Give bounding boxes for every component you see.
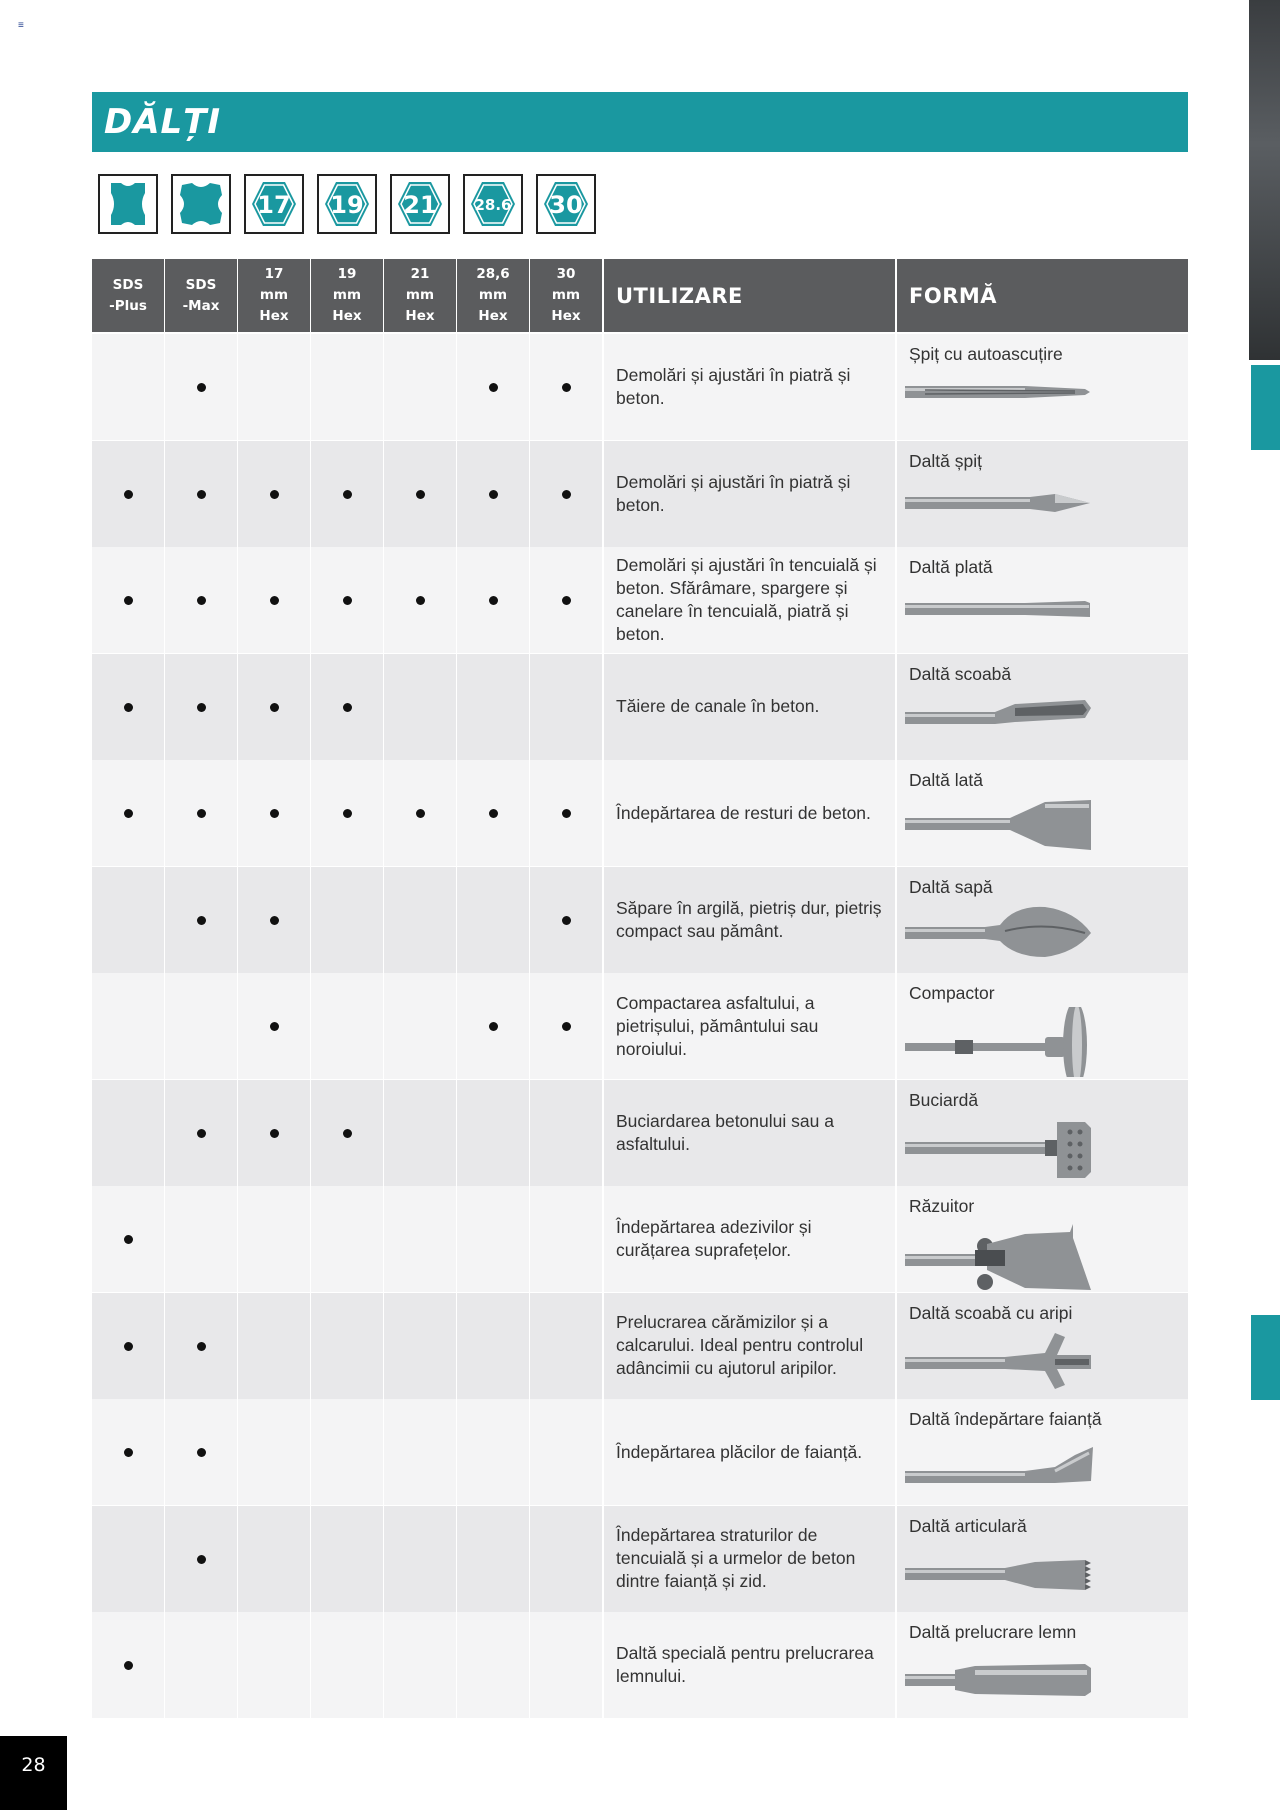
compat-cell <box>92 547 164 653</box>
form-label: Daltă plată <box>909 557 993 577</box>
compat-cell <box>92 1186 164 1292</box>
page-number-box <box>0 1736 67 1810</box>
compat-cell <box>165 1506 237 1612</box>
table-row <box>92 973 1188 1079</box>
compat-cell <box>165 760 237 866</box>
sds-max-icon-box <box>171 174 231 234</box>
form-label: Buciardă <box>909 1089 979 1110</box>
compat-dot <box>124 703 133 712</box>
hex-30-icon <box>541 179 591 229</box>
usage-text: Tăiere de canale în beton. <box>616 696 820 716</box>
form-cell <box>897 867 1188 973</box>
usage-cell <box>604 1293 895 1399</box>
compat-dot <box>416 490 425 499</box>
compat-cell <box>165 1293 237 1399</box>
compat-cell <box>92 1293 164 1399</box>
header-col-2: 17 mm Hex <box>238 259 310 332</box>
compat-dot <box>197 596 206 605</box>
compat-dot <box>489 490 498 499</box>
compat-cell <box>311 760 383 866</box>
form-label: Daltă sapă <box>909 876 993 897</box>
compat-cell <box>238 654 310 760</box>
usage-cell <box>604 1186 895 1292</box>
form-cell <box>897 654 1188 760</box>
compat-cell <box>238 334 310 440</box>
compat-dot <box>124 596 133 605</box>
compat-cell <box>384 1293 456 1399</box>
compat-cell <box>165 441 237 547</box>
table-row <box>92 1080 1188 1186</box>
compat-cell <box>384 973 456 1079</box>
compat-cell <box>165 547 237 653</box>
usage-cell <box>604 1399 895 1505</box>
table-row <box>92 1186 1188 1292</box>
compat-dot <box>124 1448 133 1457</box>
compat-cell <box>92 1612 164 1718</box>
compat-cell <box>457 1080 529 1186</box>
compat-dot <box>416 596 425 605</box>
compat-cell <box>530 760 602 866</box>
compat-cell <box>92 867 164 973</box>
compat-cell <box>92 1506 164 1612</box>
form-cell <box>897 334 1188 440</box>
compat-cell <box>384 1612 456 1718</box>
usage-cell <box>604 441 895 547</box>
compat-dot <box>416 809 425 818</box>
compat-dot <box>562 916 571 925</box>
form-label: Daltă șpiț <box>909 450 982 471</box>
form-cell <box>897 1080 1188 1186</box>
usage-text: Demolări și ajustări în piatră și beton. <box>616 365 851 408</box>
compat-dot <box>489 383 498 392</box>
compat-cell <box>457 1186 529 1292</box>
compat-cell <box>238 760 310 866</box>
compat-cell <box>238 441 310 547</box>
side-tab-bottom <box>1251 1315 1280 1400</box>
compat-cell <box>530 1186 602 1292</box>
form-cell <box>897 547 1188 653</box>
header-form: FORMĂ <box>897 259 1188 332</box>
usage-cell <box>604 973 895 1079</box>
compat-cell <box>384 654 456 760</box>
compat-dot <box>197 1342 206 1351</box>
compat-cell <box>165 867 237 973</box>
compat-cell <box>165 1612 237 1718</box>
header-col-0: SDS -Plus <box>92 259 164 332</box>
sds-max-icon <box>176 179 226 229</box>
compat-cell <box>530 1080 602 1186</box>
wood-chisel-icon <box>905 1646 1095 1716</box>
table-row <box>92 1293 1188 1399</box>
compat-cell <box>384 441 456 547</box>
compat-cell <box>384 1399 456 1505</box>
form-cell <box>897 1399 1188 1505</box>
form-cell <box>897 1186 1188 1292</box>
compat-cell <box>165 1186 237 1292</box>
usage-cell <box>604 334 895 440</box>
svg-text:21: 21 <box>403 191 437 219</box>
compat-cell <box>530 1293 602 1399</box>
header-col-3: 19 mm Hex <box>311 259 383 332</box>
compat-cell <box>530 334 602 440</box>
compat-dot <box>343 490 352 499</box>
compat-cell <box>384 547 456 653</box>
compat-cell <box>457 1399 529 1505</box>
compat-cell <box>238 1186 310 1292</box>
usage-text: Săpare în argilă, pietriș dur, pietriș compact sau pământ. <box>616 897 882 941</box>
compat-cell <box>530 654 602 760</box>
form-label: Șpiț cu autoascuțire <box>909 344 1063 364</box>
hex-19-icon-box <box>317 174 377 234</box>
compat-cell <box>530 1506 602 1612</box>
form-cell <box>897 1506 1188 1612</box>
usage-text: Îndepărtarea straturilor de tencuială și a urmelor de beton dintre faianță și zid. <box>616 1525 856 1591</box>
usage-cell <box>604 654 895 760</box>
pointed-chisel-icon <box>905 475 1095 545</box>
table-row <box>92 547 1188 653</box>
compat-dot <box>197 916 206 925</box>
compat-dot <box>343 596 352 605</box>
compat-cell <box>238 1612 310 1718</box>
compat-cell <box>530 1399 602 1505</box>
usage-text: Prelucrarea cărămizilor și a calcarului. Ideal pentru controlul adâncimii cu ajutorul aripilor. <box>616 1312 864 1378</box>
usage-cell <box>604 1506 895 1612</box>
usage-text: Compactarea asfaltului, a pietrișului, pământului sau noroiului. <box>616 992 819 1059</box>
compactor-chisel-icon <box>905 1007 1095 1077</box>
compat-cell <box>311 547 383 653</box>
compat-cell <box>457 547 529 653</box>
compat-cell <box>311 441 383 547</box>
compat-cell <box>530 441 602 547</box>
compat-cell <box>238 1399 310 1505</box>
page-title: DĂLȚI <box>104 102 222 142</box>
usage-text: Îndepărtarea de resturi de beton. <box>616 802 871 823</box>
spade-chisel-icon <box>905 901 1095 971</box>
compat-cell <box>238 973 310 1079</box>
hex-30-icon-box <box>536 174 596 234</box>
compat-cell <box>238 1293 310 1399</box>
compat-dot <box>197 1448 206 1457</box>
usage-text: Daltă specială pentru prelucrarea lemnului. <box>616 1643 874 1686</box>
usage-text: Buciardarea betonului sau a asfaltului. <box>616 1110 834 1154</box>
compat-dot <box>197 490 206 499</box>
compat-dot <box>124 1661 133 1670</box>
sds-plus-icon-box <box>98 174 158 234</box>
compat-dot <box>270 809 279 818</box>
compat-cell <box>92 1080 164 1186</box>
compat-cell <box>530 1612 602 1718</box>
form-cell <box>897 441 1188 547</box>
usage-cell <box>604 547 895 653</box>
compat-cell <box>92 654 164 760</box>
usage-text: Demolări și ajustări în tencuială și beton. Sfărâmare, spargere și canelare în tencuială, piatră și beton. <box>616 555 877 644</box>
title-banner <box>92 92 1188 152</box>
compat-cell <box>384 760 456 866</box>
compat-cell <box>457 441 529 547</box>
compat-cell <box>530 547 602 653</box>
side-tab-top <box>1251 365 1280 450</box>
form-label: Daltă scoabă cu aripi <box>909 1302 1073 1323</box>
compat-dot <box>562 490 571 499</box>
compat-cell <box>311 1506 383 1612</box>
form-cell <box>897 1293 1188 1399</box>
gouge-chisel-icon <box>905 688 1095 758</box>
compat-cell <box>238 1080 310 1186</box>
header-col-1: SDS -Max <box>165 259 237 332</box>
compat-dot <box>197 1129 206 1138</box>
form-label: Daltă îndepărtare faianță <box>909 1409 1102 1429</box>
page-number: 28 <box>21 1754 46 1776</box>
compat-cell <box>92 334 164 440</box>
wide-chisel-icon <box>905 794 1095 864</box>
compat-dot <box>270 916 279 925</box>
compat-cell <box>92 1399 164 1505</box>
compat-dot <box>270 703 279 712</box>
usage-text: Îndepărtarea adezivilor și curățarea suprafețelor. <box>616 1217 812 1260</box>
svg-text:28.6: 28.6 <box>474 196 512 214</box>
hex-21-icon <box>395 179 445 229</box>
table-row <box>92 334 1188 440</box>
compat-cell <box>384 334 456 440</box>
compat-cell <box>457 1506 529 1612</box>
compat-dot <box>562 809 571 818</box>
header-col-5: 28,6 mm Hex <box>457 259 529 332</box>
compat-dot <box>124 490 133 499</box>
compat-dot <box>270 596 279 605</box>
compat-dot <box>343 809 352 818</box>
compat-dot <box>197 703 206 712</box>
compat-dot <box>343 703 352 712</box>
compat-dot <box>270 1022 279 1031</box>
compat-cell <box>530 973 602 1079</box>
compat-cell <box>165 1080 237 1186</box>
compat-cell <box>92 760 164 866</box>
compat-cell <box>165 654 237 760</box>
compat-cell <box>457 867 529 973</box>
tile-chisel-icon <box>905 1433 1095 1503</box>
form-label: Daltă prelucrare lemn <box>909 1622 1077 1642</box>
form-label: Daltă lată <box>909 770 983 790</box>
compat-cell <box>384 1080 456 1186</box>
form-cell <box>897 973 1188 1079</box>
compat-cell <box>311 973 383 1079</box>
compat-cell <box>311 1399 383 1505</box>
compat-dot <box>562 383 571 392</box>
compat-cell <box>311 1293 383 1399</box>
compat-cell <box>311 1080 383 1186</box>
compat-cell <box>311 867 383 973</box>
compat-cell <box>92 441 164 547</box>
compat-cell <box>457 1612 529 1718</box>
compat-dot <box>124 1235 133 1244</box>
hex-28-6-icon <box>468 179 518 229</box>
table-row <box>92 654 1188 760</box>
compat-cell <box>457 654 529 760</box>
table-row <box>92 1399 1188 1505</box>
compat-cell <box>457 1293 529 1399</box>
svg-text:19: 19 <box>330 191 364 219</box>
language-flag: ≡ <box>18 20 24 31</box>
compat-dot <box>124 809 133 818</box>
side-photo-strip <box>1249 0 1280 360</box>
table-row <box>92 1506 1188 1612</box>
form-label: Răzuitor <box>909 1196 975 1216</box>
toothed-chisel-icon <box>905 1540 1095 1610</box>
compat-cell <box>238 547 310 653</box>
compat-cell <box>457 334 529 440</box>
compat-cell <box>165 334 237 440</box>
compat-cell <box>311 1186 383 1292</box>
table-header <box>92 259 1188 332</box>
bush-hammer-chisel-icon <box>905 1114 1095 1184</box>
usage-cell <box>604 1612 895 1718</box>
compat-cell <box>530 867 602 973</box>
form-cell <box>897 760 1188 866</box>
header-usage: UTILIZARE <box>604 259 895 332</box>
svg-text:30: 30 <box>549 191 583 219</box>
compat-dot <box>270 490 279 499</box>
compat-dot <box>562 1022 571 1031</box>
header-col-6: 30 mm Hex <box>530 259 602 332</box>
compat-dot <box>343 1129 352 1138</box>
compat-cell <box>165 1399 237 1505</box>
usage-cell <box>604 867 895 973</box>
compat-dot <box>197 383 206 392</box>
compat-dot <box>197 809 206 818</box>
table-row <box>92 441 1188 547</box>
compat-cell <box>384 867 456 973</box>
form-label: Daltă scoabă <box>909 663 1012 684</box>
form-cell <box>897 1612 1188 1718</box>
compat-cell <box>238 867 310 973</box>
compat-cell <box>238 1506 310 1612</box>
flat-chisel-icon <box>905 581 1095 651</box>
scraper-chisel-icon <box>905 1220 1095 1290</box>
usage-cell <box>604 760 895 866</box>
compat-dot <box>489 1022 498 1031</box>
header-col-4: 21 mm Hex <box>384 259 456 332</box>
hex-17-icon-box <box>244 174 304 234</box>
table-row <box>92 1612 1188 1718</box>
compat-dot <box>270 1129 279 1138</box>
compat-cell <box>165 973 237 1079</box>
hex-28-6-icon-box <box>463 174 523 234</box>
pointed-self-sharpening-chisel-icon <box>905 368 1095 438</box>
hex-21-icon-box <box>390 174 450 234</box>
compat-dot <box>489 596 498 605</box>
compat-cell <box>311 654 383 760</box>
table-row <box>92 867 1188 973</box>
form-label: Daltă articulară <box>909 1515 1027 1536</box>
compat-cell <box>384 1186 456 1292</box>
table-row <box>92 760 1188 866</box>
hex-17-icon <box>249 179 299 229</box>
compat-dot <box>197 1555 206 1564</box>
compat-dot <box>489 809 498 818</box>
compat-cell <box>457 760 529 866</box>
compat-dot <box>562 596 571 605</box>
usage-cell <box>604 1080 895 1186</box>
compat-cell <box>92 973 164 1079</box>
sds-plus-icon <box>103 179 153 229</box>
usage-text: Demolări și ajustări în piatră și beton. <box>616 471 851 515</box>
usage-text: Îndepărtarea plăcilor de faianță. <box>616 1441 863 1462</box>
svg-text:17: 17 <box>257 191 291 219</box>
compat-dot <box>124 1342 133 1351</box>
compat-cell <box>457 973 529 1079</box>
winged-gouge-chisel-icon <box>905 1327 1095 1397</box>
compat-cell <box>384 1506 456 1612</box>
compat-cell <box>311 1612 383 1718</box>
compat-cell <box>311 334 383 440</box>
form-label: Compactor <box>909 983 995 1003</box>
hex-19-icon <box>322 179 372 229</box>
